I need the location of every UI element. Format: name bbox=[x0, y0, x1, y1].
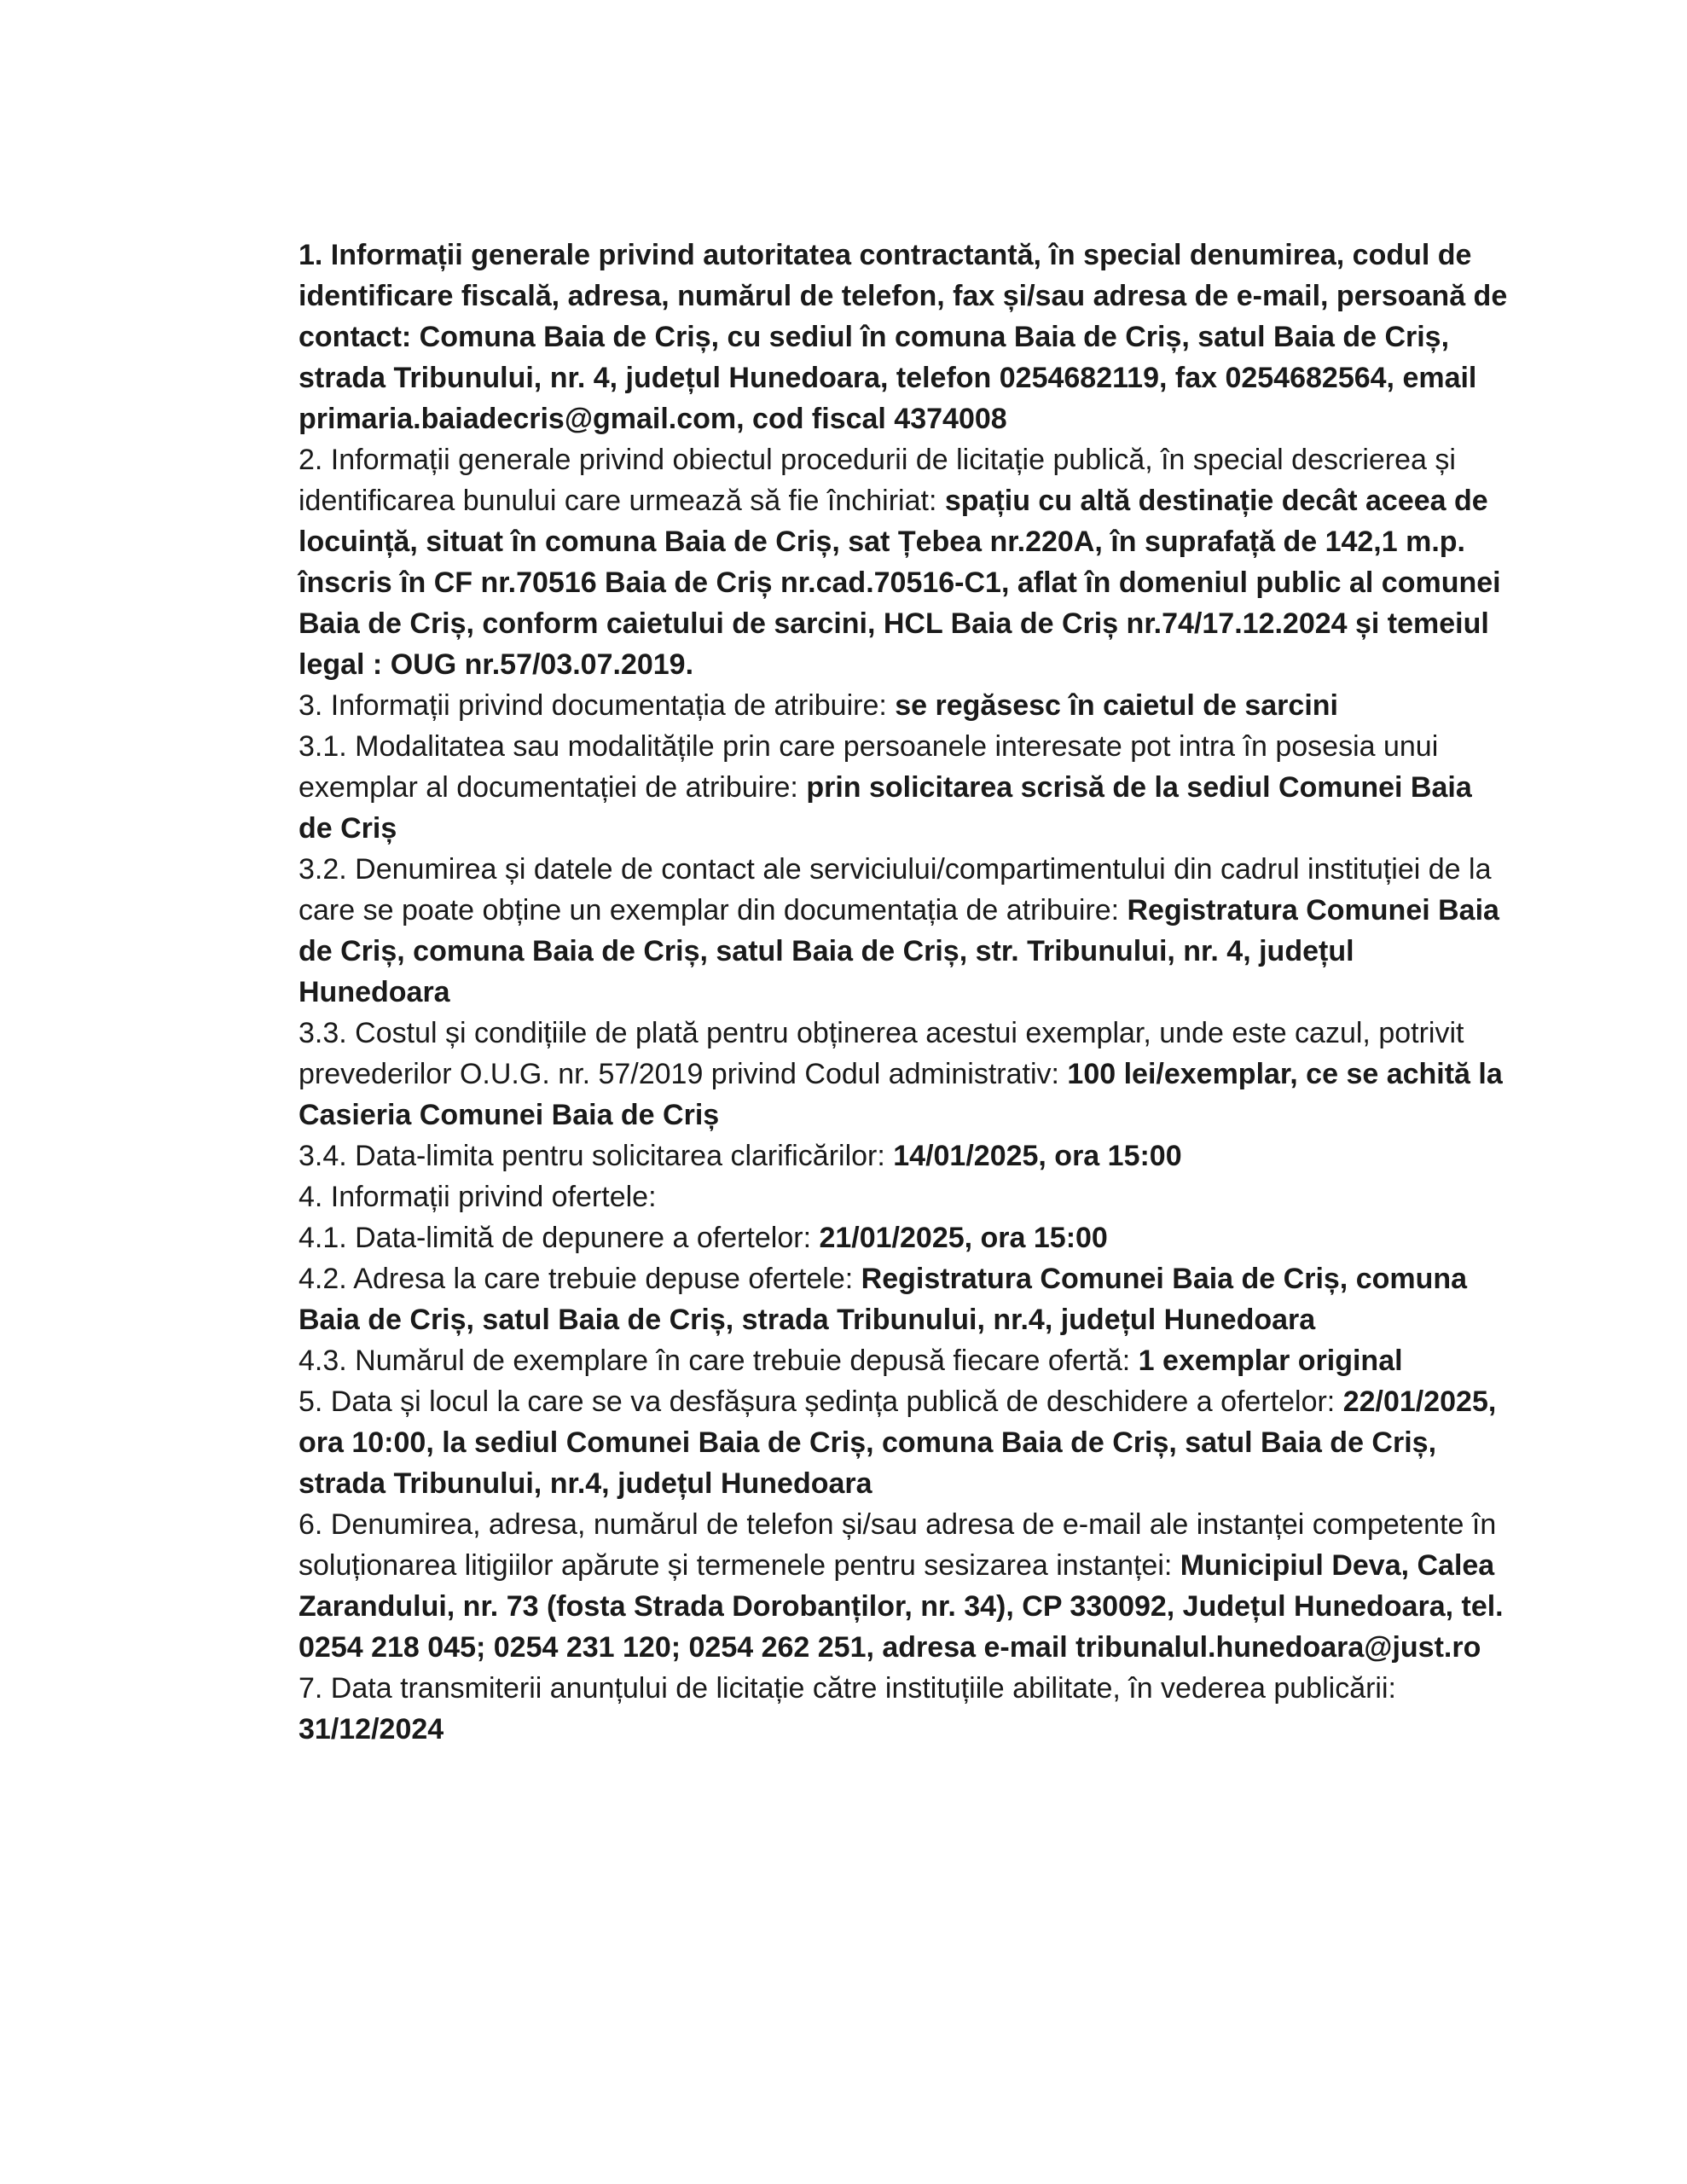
section-7-bold-text: 31/12/2024 bbox=[299, 1713, 444, 1745]
section-3-bold-text: se regăsesc în caietul de sarcini bbox=[895, 689, 1338, 722]
section-4-3-text: 4.3. Numărul de exemplare în care trebuie depusă fiecare ofertă: bbox=[299, 1345, 1139, 1377]
section-3-1-text: 3.1. Modalitatea sau modalitățile prin care persoanele interesate pot intra în posesia unui exemplar al documentației de atribuire: bbox=[299, 730, 1439, 804]
section-4-text: 4. Informații privind ofertele: bbox=[299, 1181, 657, 1213]
section-4-3 bbox=[299, 1340, 1510, 1381]
section-3-2 bbox=[299, 849, 1510, 1013]
section-4 bbox=[299, 1176, 1510, 1217]
section-4-1 bbox=[299, 1217, 1510, 1258]
section-4-1-bold-text: 21/01/2025, ora 15:00 bbox=[819, 1222, 1108, 1254]
section-2-bold-text: spațiu cu altă destinație decât aceea de locuință, situat în comuna Baia de Criș, sat Țebea nr.220A, în suprafață de 142,1 m.p. înscris în CF nr.70516 Baia de Criș nr.cad.70516-C1, aflat în domeniul public al comunei Baia de Criș, conform caietului de sarcini, HCL Baia de Criș nr.74/17.12.2024 și temeiul legal : OUG nr.57/03.07.2019. bbox=[299, 485, 1501, 681]
section-5-bold-text: 22/01/2025, ora 10:00, la sediul Comunei Baia de Criș, comuna Baia de Criș, satul Baia de Criș, strada Tribunului, nr.4, județul Hunedoara bbox=[299, 1385, 1497, 1500]
section-3-3 bbox=[299, 1013, 1510, 1136]
section-6-text: 6. Denumirea, adresa, numărul de telefon și/sau adresa de e-mail ale instanței competente în soluționarea litigiilor apărute și termenele pentru sesizarea instanței: bbox=[299, 1508, 1497, 1582]
section-3 bbox=[299, 685, 1510, 726]
section-1-bold-text: 1. Informații generale privind autoritatea contractantă, în special denumirea, codul de identificare fiscală, adresa, numărul de telefon, fax și/sau adresa de e-mail, persoană de contact: Comuna Baia de Criș, cu sediul în comuna Baia de Criș, satul Baia de Criș, strada Tribunului, nr. 4, județul Hunedoara, telefon 0254682119, fax 0254682564, email primaria.baiadecris@gmail.com, cod fiscal 4374008 bbox=[299, 239, 1508, 435]
section-7-text: 7. Data transmiterii anunțului de licitație către instituțiile abilitate, în vederea publicării: bbox=[299, 1672, 1396, 1705]
section-4-2-text: 4.2. Adresa la care trebuie depuse ofertele: bbox=[299, 1263, 861, 1295]
section-6 bbox=[299, 1504, 1510, 1668]
section-6-bold-text: Municipiul Deva, Calea Zarandului, nr. 73 (fosta Strada Dorobanților, nr. 34), CP 330092, Județul Hunedoara, tel. 0254 218 045; 0254 231 120; 0254 262 251, adresa e-mail tribunalul.hunedoara@just.ro bbox=[299, 1549, 1504, 1664]
section-3-4 bbox=[299, 1136, 1510, 1176]
section-4-1-text: 4.1. Data-limită de depunere a ofertelor: bbox=[299, 1222, 820, 1254]
section-3-text: 3. Informații privind documentația de atribuire: bbox=[299, 689, 896, 722]
section-5 bbox=[299, 1381, 1510, 1504]
section-1 bbox=[299, 235, 1510, 439]
section-4-3-bold-text: 1 exemplar original bbox=[1138, 1345, 1403, 1377]
announcement-body bbox=[299, 235, 1510, 1750]
section-3-3-text: 3.3. Costul și condițiile de plată pentru obținerea acestui exemplar, unde este cazul, potrivit prevederilor O.U.G. nr. 57/2019 privind Codul administrativ: bbox=[299, 1017, 1464, 1090]
section-3-2-bold-text: Registratura Comunei Baia de Criș, comuna Baia de Criș, satul Baia de Criș, str. Tribunului, nr. 4, județul Hunedoara bbox=[299, 894, 1499, 1008]
section-7 bbox=[299, 1668, 1510, 1750]
section-2-text: 2. Informații generale privind obiectul procedurii de licitație publică, în special descrierea și identificarea bunului care urmează să fie închiriat: bbox=[299, 444, 1456, 517]
section-3-4-text: 3.4. Data-limita pentru solicitarea clarificărilor: bbox=[299, 1140, 894, 1172]
section-4-2 bbox=[299, 1258, 1510, 1340]
section-4-2-bold-text: Registratura Comunei Baia de Criș, comuna Baia de Criș, satul Baia de Criș, strada Tribunului, nr.4, județul Hunedoara bbox=[299, 1263, 1468, 1336]
section-2 bbox=[299, 439, 1510, 685]
section-3-1-bold-text: prin solicitarea scrisă de la sediul Comunei Baia de Criș bbox=[299, 771, 1472, 845]
section-3-4-bold-text: 14/01/2025, ora 15:00 bbox=[893, 1140, 1182, 1172]
section-5-text: 5. Data și locul la care se va desfășura ședința publică de deschidere a ofertelor: bbox=[299, 1385, 1343, 1418]
section-3-2-text: 3.2. Denumirea și datele de contact ale serviciului/compartimentului din cadrul instituției de la care se poate obține un exemplar din documentația de atribuire: bbox=[299, 853, 1492, 926]
section-3-3-bold-text: 100 lei/exemplar, ce se achită la Casieria Comunei Baia de Criș bbox=[299, 1058, 1503, 1131]
section-3-1 bbox=[299, 726, 1510, 849]
